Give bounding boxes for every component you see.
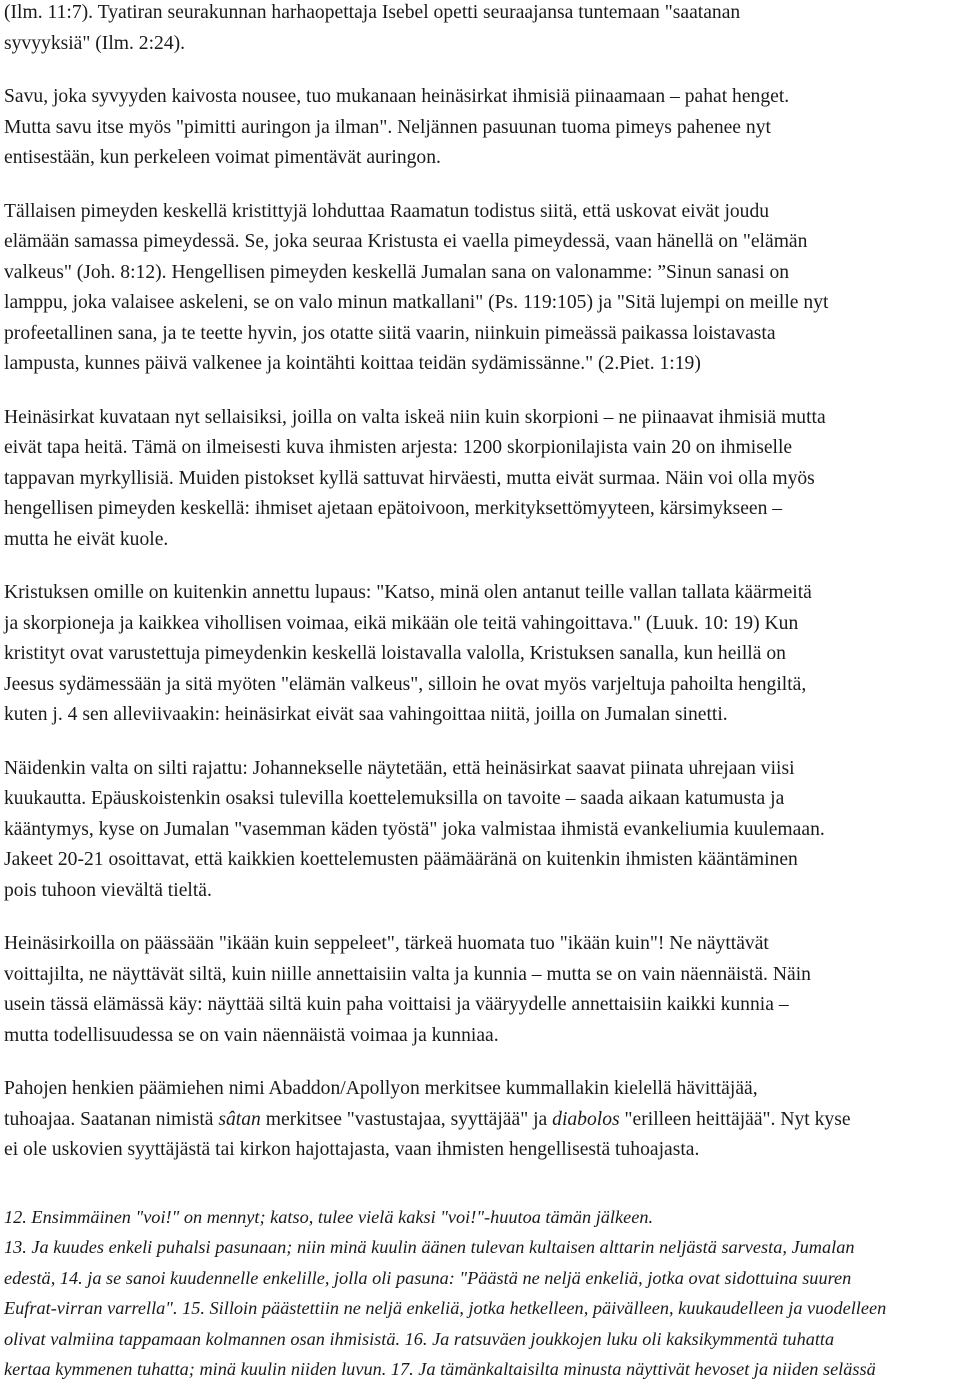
text-line: ja skorpioneja ja kaikkea vihollisen voimaa, eikä mikään ole teitä vahingoittava." (Luuk. 10: 19) Kun bbox=[4, 612, 799, 634]
text-line: kuten j. 4 sen alleviivaakin: heinäsirkat eivät saa vahingoittaa niitä, joilla on Jumalan sinetti. bbox=[4, 704, 728, 725]
text-run: merkitsee "vastustajaa, syyttäjää" ja bbox=[260, 1108, 553, 1130]
paragraph-seppeleet bbox=[4, 929, 952, 1051]
text-line: Tällaisen pimeyden keskellä kristittyjä lohduttaa Raamatun todistus siitä, että uskovat eivät joudu bbox=[4, 200, 770, 222]
text-line: Pahojen henkien päämiehen nimi Abaddon/Apollyon merkitsee kummallakin kielellä hävittäjää, bbox=[4, 1078, 758, 1099]
text-line bbox=[4, 1109, 851, 1130]
text-line: kristityt ovat varustettuja pimeydenkin keskellä loistavalla valolla, Kristuksen sanalla, kun heillä on bbox=[4, 643, 786, 664]
text-line: lampusta, kunnes päivä valkenee ja kointähti koittaa teidän sydämissänne." (2.Piet. 1:19) bbox=[4, 353, 701, 374]
term-diabolos: diabolos bbox=[552, 1108, 620, 1130]
paragraph-savu bbox=[4, 82, 952, 174]
scripture-line: olivat valmiina tappamaan kolmannen osan ihmisistä. 16. Ja ratsuväen joukkojen luku oli kaksikymmentä tuhatta bbox=[4, 1328, 835, 1349]
text-run: "erilleen heittäjää". Nyt kyse bbox=[619, 1108, 851, 1130]
text-line: pois tuhoon vievältä tieltä. bbox=[4, 879, 212, 901]
text-line: kuukautta. Epäuskoistenkin osaksi tulevilla koettelemuksilla on tavoite – saada aikaan katumusta ja bbox=[4, 788, 785, 809]
text-line: hengellisen pimeyden keskellä: ihmiset ajetaan epätoivoon, merkityksettömyyteen, kärsimykseen – bbox=[4, 498, 783, 519]
term-satan: sâtan bbox=[218, 1108, 261, 1130]
text-line: (Ilm. 11:7). Tyatiran seurakunnan harhaopettaja Isebel opetti seuraajansa tuntemaan "saatanan bbox=[4, 2, 741, 23]
text-line: Jakeet 20-21 osoittavat, että kaikkien koettelemusten päämääränä on kuitenkin ihmisten kääntäminen bbox=[4, 849, 798, 870]
text-line: ei ole uskovien syyttäjästä tai kirkon hajottajasta, vaan ihmisten hengellisestä tuhoajasta. bbox=[4, 1139, 700, 1160]
text-run: tuhoajaa. Saatanan nimistä bbox=[4, 1108, 219, 1130]
text-line: tappavan myrkyllisiä. Muiden pistokset kyllä sattuvat hirväesti, mutta eivät surmaa. Näin voi olla myös bbox=[4, 467, 815, 489]
paragraph-pimeys bbox=[4, 197, 952, 380]
scripture-quote bbox=[4, 1202, 952, 1385]
text-line: elämään samassa pimeydessä. Se, joka seuraa Kristusta ei vaella pimeydessä, vaan hänellä on "elämän bbox=[4, 231, 808, 252]
paragraph-isebel bbox=[4, 0, 952, 59]
text-line: mutta he eivät kuole. bbox=[4, 528, 169, 550]
text-line: Jeesus sydämessään ja sitä myöten "elämän valkeus", silloin he ovat myös varjeltuja pahoilta hengiltä, bbox=[4, 673, 807, 695]
text-line: syvyyksiä" (Ilm. 2:24). bbox=[4, 32, 186, 54]
scripture-line: Eufrat-virran varrella". 15. Silloin päästettiin ne neljä enkeliä, jotka hetkelleen, päivälleen, kuukaudelleen ja vuodelleen bbox=[4, 1298, 887, 1318]
text-line: Heinäsirkoilla on päässään "ikään kuin seppeleet", tärkeä huomata tuo "ikään kuin"! Ne näyttävät bbox=[4, 933, 769, 954]
text-line: valkeus" (Joh. 8:12). Hengellisen pimeyden keskellä Jumalan sana on valonamme: ”Sinun sanasi on bbox=[4, 261, 790, 283]
text-line: kääntymys, kyse on Jumalan "vasemman käden työstä" joka valmistaa ihmistä evankeliumia kuulemaan. bbox=[4, 818, 825, 840]
scripture-line: edestä, 14. ja se sanoi kuudennelle enkelille, jolla oli pasuna: "Päästä ne neljä enkeliä, jotka ovat sidottuina suuren bbox=[4, 1267, 852, 1288]
text-line: lamppu, joka valaisee askeleni, se on valo minun matkallani" (Ps. 119:105) ja "Sitä lujempi on meille nyt bbox=[4, 292, 829, 313]
paragraph-valta bbox=[4, 754, 952, 907]
text-line: Mutta savu itse myös "pimitti auringon ja ilman". Neljännen pasuunan tuoma pimeys pahenee nyt bbox=[4, 116, 771, 138]
scripture-line: kertaa kymmenen tuhatta; minä kuulin niiden luvun. 17. Ja tämänkaltaisilta minusta näyttivät hevoset ja niiden selässä bbox=[4, 1359, 876, 1379]
paragraph-lupaus bbox=[4, 578, 952, 731]
scripture-line: 13. Ja kuudes enkeli puhalsi pasunaan; niin minä kuulin äänen tulevan kultaisen alttarin neljästä sarvesta, Jumalan bbox=[4, 1237, 855, 1257]
text-line: voittajilta, ne näyttävät siltä, kuin niille annettaisiin valta ja kunnia – mutta se on vain näennäistä. Näin bbox=[4, 963, 811, 985]
text-line: profeetallinen sana, ja te teette hyvin, jos otatte siitä vaarin, niinkuin pimeässä paikassa loistavasta bbox=[4, 322, 776, 344]
text-line: entisestään, kun perkeleen voimat pimentävät auringon. bbox=[4, 147, 441, 168]
scripture-line: 12. Ensimmäinen "voi!" on mennyt; katso, tulee vielä kaksi "voi!"-huutoa tämän jälkeen. bbox=[4, 1206, 654, 1227]
text-line: mutta todellisuudessa se on vain näennäistä voimaa ja kunniaa. bbox=[4, 1024, 499, 1046]
text-line: Savu, joka syvyyden kaivosta nousee, tuo mukanaan heinäsirkat ihmisiä piinaamaan – pahat henget. bbox=[4, 86, 790, 107]
text-line: Kristuksen omille on kuitenkin annettu lupaus: "Katso, minä olen antanut teille vallan tallata käärmeitä bbox=[4, 582, 812, 603]
text-line: Heinäsirkat kuvataan nyt sellaisiksi, joilla on valta iskeä niin kuin skorpioni – ne piinaavat ihmisiä mutta bbox=[4, 406, 826, 428]
text-line: eivät tapa heitä. Tämä on ilmeisesti kuva ihmisten arjesta: 1200 skorpionilajista vain 20 on ihmiselle bbox=[4, 437, 793, 458]
text-line: Näidenkin valta on silti rajattu: Johannekselle näytetään, että heinäsirkat saavat piinata uhrejaan viisi bbox=[4, 757, 795, 779]
paragraph-abaddon bbox=[4, 1074, 952, 1166]
text-line: usein tässä elämässä käy: näyttää siltä kuin paha voittaisi ja vääryydelle annettaisiin kaikki kunnia – bbox=[4, 994, 789, 1015]
paragraph-skorpioni bbox=[4, 403, 952, 556]
